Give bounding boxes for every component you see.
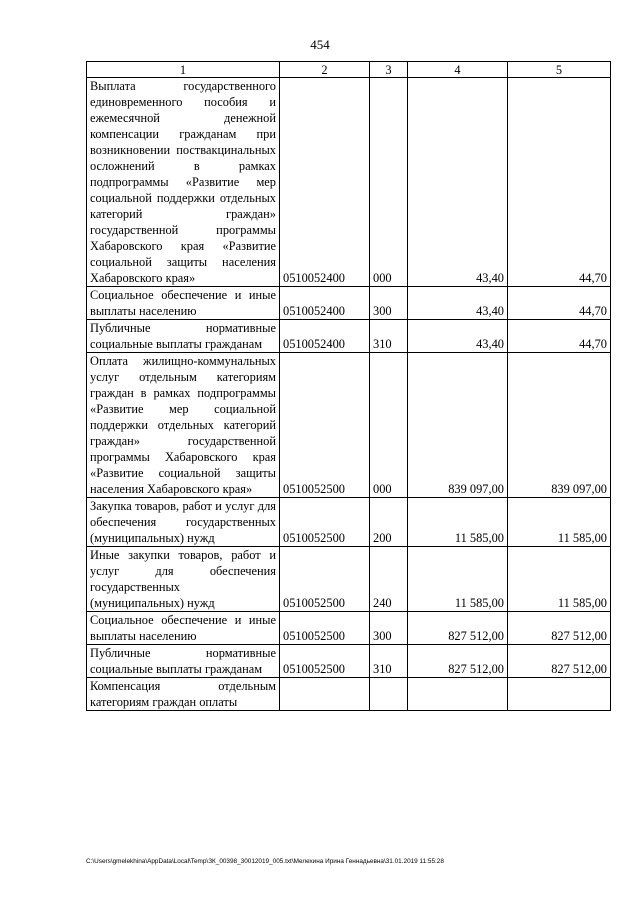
row-name: Публичные нормативные социальные выплаты гражданам [87,645,280,678]
row-expense-type: 310 [370,320,408,353]
row-name: Закупка товаров, работ и услуг для обеспечения государственных (муниципальных) нужд [87,498,280,547]
row-target-code [280,678,370,711]
row-target-code: 0510052500 [280,547,370,612]
row-amount-col5: 11 585,00 [508,547,611,612]
column-header-2: 2 [280,62,370,78]
row-amount-col5: 44,70 [508,78,611,287]
row-amount-col4: 11 585,00 [408,547,508,612]
row-amount-col4: 839 097,00 [408,353,508,498]
row-amount-col4: 11 585,00 [408,498,508,547]
row-target-code: 0510052500 [280,353,370,498]
row-name: Социальное обеспечение и иные выплаты населению [87,612,280,645]
column-header-4: 4 [408,62,508,78]
row-amount-col5: 839 097,00 [508,353,611,498]
budget-table [86,61,611,711]
table-row [87,287,611,320]
row-target-code: 0510052400 [280,78,370,287]
row-name: Компенсация отдельным категориям граждан оплаты [87,678,280,711]
header-row [87,62,611,78]
column-header-5: 5 [508,62,611,78]
row-amount-col5: 44,70 [508,320,611,353]
row-expense-type [370,678,408,711]
row-expense-type: 000 [370,78,408,287]
row-target-code: 0510052400 [280,287,370,320]
row-amount-col4: 827 512,00 [408,645,508,678]
row-amount-col4: 43,40 [408,287,508,320]
row-name: Выплата государственного единовременного пособия и ежемесячной денежной компенсации гражданам при возникновении поствакцинальных осложнений в рамках подпрограммы «Развитие мер социальной поддержки отдельных категорий граждан» государственной программы Хабаровского края «Развитие социальной защиты населения Хабаровского края» [87,78,280,287]
row-amount-col4: 43,40 [408,320,508,353]
table-row [87,678,611,711]
row-target-code: 0510052500 [280,498,370,547]
row-amount-col5: 827 512,00 [508,645,611,678]
row-name: Социальное обеспечение и иные выплаты населению [87,287,280,320]
row-target-code: 0510052400 [280,320,370,353]
row-target-code: 0510052500 [280,612,370,645]
row-expense-type: 000 [370,353,408,498]
row-name: Публичные нормативные социальные выплаты гражданам [87,320,280,353]
row-name: Иные закупки товаров, работ и услуг для обеспечения государственных (муниципальных) нужд [87,547,280,612]
column-header-3: 3 [370,62,408,78]
row-expense-type: 300 [370,612,408,645]
table-row [87,612,611,645]
row-amount-col5 [508,678,611,711]
table-row [87,320,611,353]
table-row [87,498,611,547]
row-expense-type: 200 [370,498,408,547]
row-amount-col4: 43,40 [408,78,508,287]
file-path-footer: C:\Users\gmelekhina\AppData\Local\Temp\ЗК_00398_30012019_005.txt\Мелехина Ирина Геннадьевна\31.01.2019 11:55:28 [86,858,444,865]
row-amount-col5: 11 585,00 [508,498,611,547]
row-amount-col4 [408,678,508,711]
row-amount-col4: 827 512,00 [408,612,508,645]
column-header-1: 1 [87,62,280,78]
row-amount-col5: 44,70 [508,287,611,320]
row-amount-col5: 827 512,00 [508,612,611,645]
table-row [87,353,611,498]
row-name: Оплата жилищно-коммунальных услуг отдельным категориям граждан в рамках подпрограммы «Развитие мер социальной поддержки отдельных категорий граждан» государственной программы Хабаровского края «Развитие социальной защиты населения Хабаровского края» [87,353,280,498]
row-expense-type: 240 [370,547,408,612]
table-row [87,78,611,287]
row-expense-type: 300 [370,287,408,320]
page-number: 454 [310,37,330,52]
row-target-code: 0510052500 [280,645,370,678]
table-row [87,547,611,612]
table-row [87,645,611,678]
row-expense-type: 310 [370,645,408,678]
